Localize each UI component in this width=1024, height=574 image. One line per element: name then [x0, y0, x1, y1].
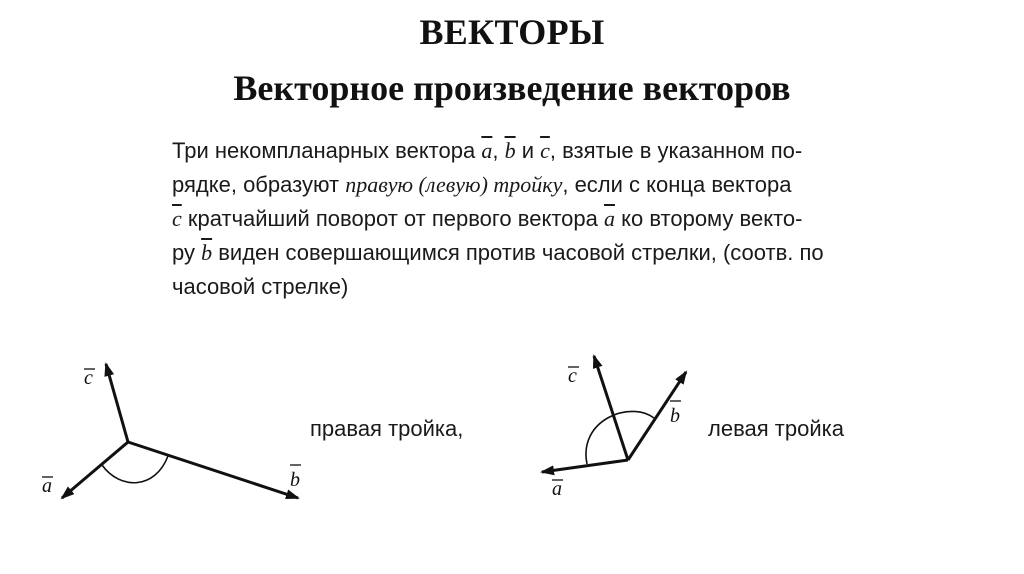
vector-a-arrow [62, 442, 128, 498]
vector-a-symbol: $\overline{a}$ [481, 138, 493, 163]
text-fragment: виден совершающимся против часовой стрелки, (соотв. по [212, 240, 824, 265]
label-b [670, 401, 681, 427]
right-triple-caption: правая тройка, [310, 416, 464, 441]
vector-c-symbol: $\overline{c}$ [540, 138, 550, 163]
text-fragment: , если с конца вектора [562, 172, 792, 197]
vector-c-arrow [106, 364, 128, 442]
definition-line-3 [172, 202, 992, 236]
page-subtitle: Векторное произведение векторов [233, 68, 791, 108]
svg-text:c: c [568, 365, 577, 387]
emphasized-term: правую (левую) тройку [345, 172, 563, 197]
right-triple-diagram [40, 352, 320, 532]
definition-line-1 [172, 134, 992, 168]
left-triple-caption: левая тройка [708, 416, 844, 441]
text-fragment: кратчайший поворот от первого вектора [181, 206, 604, 231]
vector-a-symbol: $\overline{a}$ [603, 206, 615, 231]
vector-b-symbol: $\overline{b}$ [201, 240, 213, 265]
vector-a-arrow [542, 460, 628, 472]
label-a [552, 478, 563, 500]
text-fragment: ру [172, 240, 202, 265]
text-fragment: часовой стрелке) [172, 274, 349, 299]
svg-text:a: a [42, 475, 52, 497]
label-b [290, 465, 301, 491]
vector-b-arrow [128, 442, 298, 498]
text-fragment: ко второму векто- [614, 206, 803, 231]
label-a [42, 475, 53, 497]
svg-text:c: c [84, 367, 93, 389]
rotation-arc [102, 456, 168, 483]
text-fragment: , [492, 138, 505, 163]
vector-c-arrow [594, 356, 628, 460]
left-triple-diagram [530, 352, 710, 502]
text-fragment: , взятые в указанном по- [549, 138, 803, 163]
label-c [84, 367, 95, 389]
vector-b-symbol: $\overline{b}$ [504, 138, 516, 163]
label-c [568, 365, 579, 387]
definition-line-2 [172, 168, 992, 202]
definition-paragraph [172, 134, 992, 304]
text-fragment: Три некомпланарных вектора [172, 138, 482, 163]
svg-text:b: b [670, 405, 680, 427]
definition-line-5 [172, 270, 992, 304]
svg-text:a: a [552, 478, 562, 500]
text-fragment: и [515, 138, 541, 163]
page-title: ВЕКТОРЫ [419, 12, 605, 52]
vector-c-symbol: $\overline{c}$ [172, 206, 182, 231]
svg-text:b: b [290, 469, 300, 491]
text-fragment: рядке, образуют [172, 172, 346, 197]
definition-line-4 [172, 236, 992, 270]
